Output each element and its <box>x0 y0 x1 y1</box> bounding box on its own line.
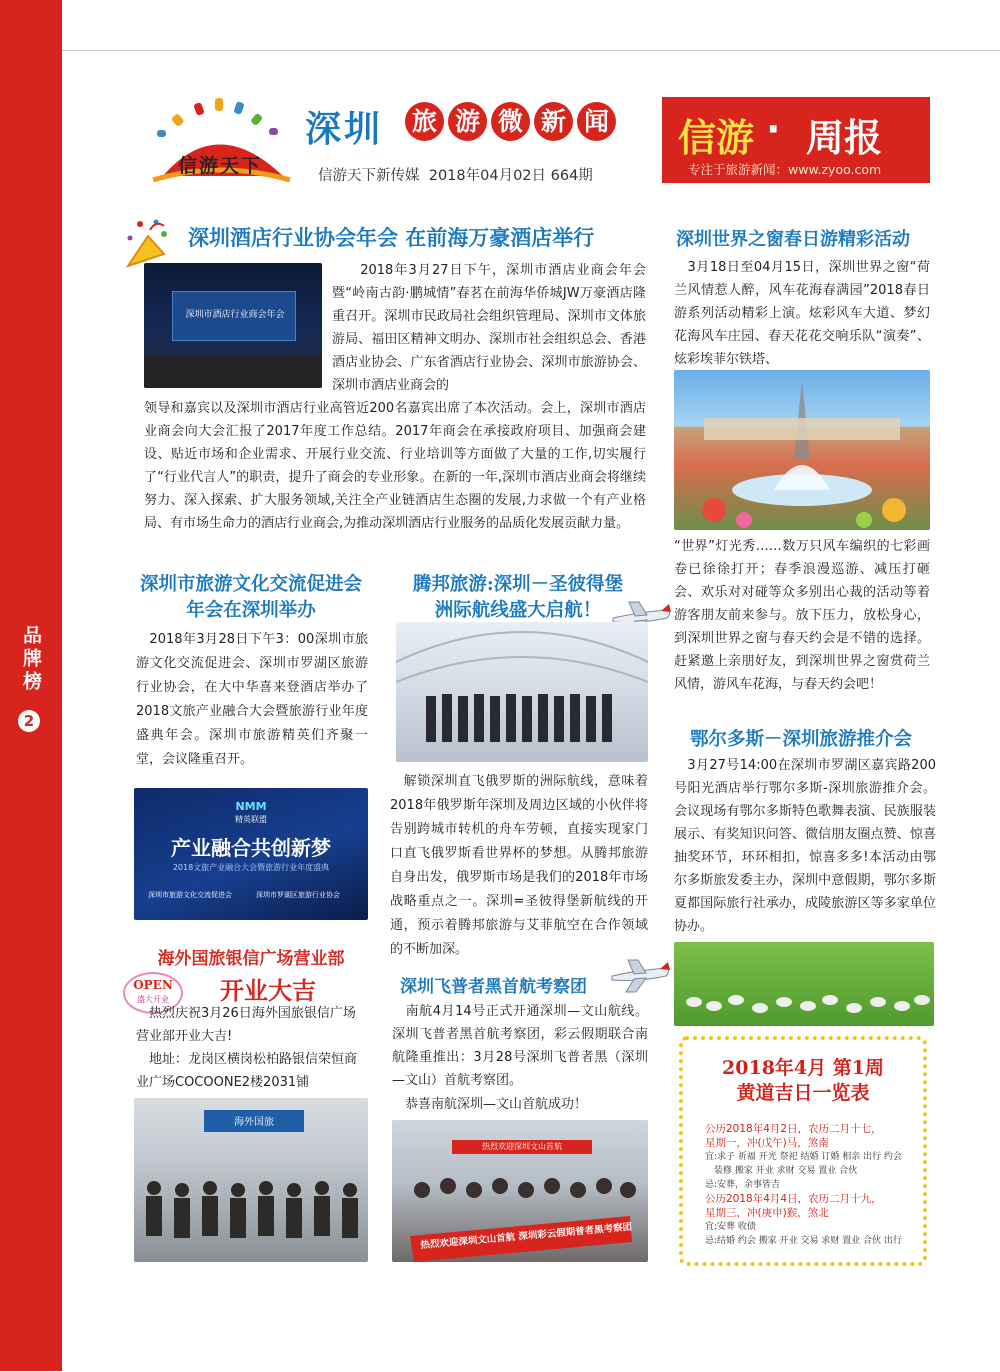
article6-photo <box>134 1098 368 1262</box>
open-badge-sub: 盛大开业 <box>137 995 169 1004</box>
airplane-icon <box>608 958 672 994</box>
title-char: 新 <box>534 102 573 141</box>
group-banner-text: 热烈欢迎深圳文山首航 深圳彩云假期普者黑考察团 <box>420 1221 633 1252</box>
day1-line1: 公历2018年4月2日，农历二月十七， <box>705 1123 882 1135</box>
almanac-box <box>679 1036 927 1266</box>
article4-title-line1: 腾邦旅游:深圳－圣彼得堡 <box>412 574 624 595</box>
fountain-scene-icon <box>674 370 930 530</box>
day1-ji: 忌:安葬，余事皆吉 <box>705 1180 781 1190</box>
banner-org2: 深圳市罗湖区旅游行业协会 <box>256 891 340 899</box>
article5-title: 鄂尔多斯－深圳旅游推介会 <box>690 729 913 750</box>
title-char: 游 <box>448 102 487 141</box>
brand-box <box>662 97 930 183</box>
article6-title-line1: 海外国旅银信广场营业部 <box>157 949 345 969</box>
day1-line2: 星期一，冲(戊午)马，煞南 <box>705 1137 829 1149</box>
article3-para: 2018年3月28日下午3：00深圳市旅游文化交流促进会、深圳市罗湖区旅游行业协会，在大中华喜来登酒店举办了2018文旅产业融合大会暨旅游行业年度盛典年会。深圳市旅游精英们齐聚一堂，会议隆重召开。 <box>136 632 368 767</box>
article7-para-a: 南航4月14号正式开通深圳—文山航线。深圳飞普者黑首航考察团，彩云假期联合南航隆重推出：3月28号深圳飞普者黑（深圳—文山）首航考察团。 <box>392 1004 648 1088</box>
crowd-icon <box>134 1168 368 1262</box>
article2-para-a: 3月18日至04月15日，深圳世界之窗“荷兰风情惹人醉，风车花海春满园”2018春日游系列活动精彩上演。炫彩风车大道、梦幻花海风车庄园、春天花花交响乐队“演奏”、炫彩埃菲尔铁塔、 <box>674 260 930 367</box>
banner-logo: NMM <box>235 800 267 813</box>
group-photo-icon <box>396 622 648 762</box>
article5-para: 3月27号14:00在深圳市罗湖区嘉宾路200号阳光酒店举行鄂尔多斯-深圳旅游推介会。会议现场有鄂尔多斯特色歌舞表演、民族服装展示、有奖知识问答、微信朋友圈点赞、惊喜抽奖环节，环环相扣，惊喜多多!本活动由鄂尔多斯旅发委主办，深圳中意假期，鄂尔多斯夏都国际旅行社承办，成陵旅游区等多家单位协办。 <box>674 758 936 934</box>
page-number-badge: 2 <box>18 710 40 732</box>
article6-para-b: 地址：龙岗区横岗松柏路银信荣恒商业广场COCOONE2楼2031铺 <box>136 1052 358 1090</box>
brand-right: 周报 <box>806 116 883 160</box>
article2-photo <box>674 370 930 530</box>
day1-yi: 宜:求子 祈福 开光 祭祀 结婚 订婚 相亲 出行 约会 <box>705 1152 902 1162</box>
banner-main: 产业融合共创新梦 <box>171 836 331 860</box>
day2-yi: 宜:安葬 收债 <box>705 1222 756 1232</box>
title-char: 闻 <box>577 102 616 141</box>
brand-dot: · <box>766 107 781 151</box>
article1-photo <box>144 263 322 388</box>
brand-left: 信游 <box>678 115 755 160</box>
article6-title-line2: 开业大吉 <box>220 976 316 1005</box>
article3-banner <box>134 788 368 920</box>
logo-text: 信游天下 <box>177 155 262 177</box>
store-sign-text: 海外国旅 <box>234 1117 274 1128</box>
article3-title-line2: 年会在深圳举办 <box>186 600 316 621</box>
article1-para-b: 领导和嘉宾以及深圳市酒店行业高管近200名嘉宾出席了本次活动。会上，深圳市酒店业商会向大会汇报了2017年度工作总结。2017年商会在承接政府项目、加强商会建设、贴近市场和企业需求、开展行业交流、行业培训等方面做了大量的工作,切实履行了“行业代言人”的职责，提升了商会的专业形象。在新的一年,深圳市酒店业商会将继续努力、深入探索、扩大服务领域,关注全产业链酒店生态圈的发展,力求做一个有产业格局、有市场生命力的酒店行业商会,为推动深圳酒店行业服务的品质化发展贡献力量。 <box>144 401 646 531</box>
banner-sub: 精英联盟 <box>235 815 267 824</box>
article2-title: 深圳世界之窗春日游精彩活动 <box>676 229 910 250</box>
article5-photo <box>674 942 934 1026</box>
almanac-title-line1: 2018年4月 第1周 <box>722 1057 884 1079</box>
article4-title-line2: 洲际航线盛大启航！ <box>434 600 602 621</box>
day2-line1: 公历2018年4月4日，农历二月十九， <box>705 1193 882 1205</box>
sheep-grassland-icon <box>674 942 934 1026</box>
audience <box>144 355 322 388</box>
arrival-banner-top-text: 热烈欢迎深圳文山首航 <box>482 1142 562 1151</box>
section-label-text: 品牌榜 <box>20 625 42 694</box>
article4-photo <box>396 622 648 762</box>
day2-line2: 星期三，冲(庚申)猴，煞北 <box>705 1207 829 1219</box>
almanac-title <box>683 1056 923 1106</box>
header-title-blue: 深圳 <box>305 108 384 150</box>
banner-small: 2018文旅产业融合大会暨旅游行业年度盛典 <box>172 863 330 872</box>
open-badge-text: OPEN <box>133 978 173 992</box>
title-char: 微 <box>491 102 530 141</box>
article6-para-a: 热烈庆祝3月26日海外国旅银信广场营业部开业大吉! <box>136 1006 356 1044</box>
screen-caption: 深圳市酒店行业商会年会 <box>185 310 285 320</box>
brand-sub: 专注于旅游新闻：www.zyoo.com <box>688 162 882 177</box>
day2-ji: 忌:结婚 约会 搬家 开业 交易 求财 置业 合伙 出行 <box>705 1236 902 1246</box>
banner-org1: 深圳市旅游文化交流促进会 <box>148 891 232 899</box>
header-circle-title <box>405 102 620 146</box>
almanac-title-line2: 黄道吉日一览表 <box>736 1082 870 1104</box>
article3-title <box>134 572 368 624</box>
article7-title: 深圳飞普者黑首航考察团 <box>400 977 587 997</box>
article7-photo <box>392 1120 648 1262</box>
publisher-line: 信游天下新传媒 2018年04月02日 664期 <box>318 168 593 184</box>
article4-para: 解锁深圳直飞俄罗斯的洲际航线，意味着2018年俄罗斯年深圳及周边区域的小伙伴将告别跨城市转机的舟车劳顿，直接实现家门口直飞俄罗斯看世界杯的梦想。从腾邦旅游自身出发，俄罗斯市场是我们的2018年市场战略重点之一。深圳=圣彼得堡新航线的开通，预示着腾邦旅游与艾菲航空在合作领域的不断加深。 <box>390 774 648 957</box>
logo <box>135 98 300 186</box>
article7-para-b: 恭喜南航深圳—文山首航成功！ <box>392 1097 588 1112</box>
article1-para-a: 2018年3月27日下午，深圳市酒店业商会年会暨“岭南古韵·鹏城情”春茗在前海华侨城JW万豪酒店隆重召开。深圳市民政局社会组织管理局、深圳市文体旅游局、福田区精神文明办、深圳市社会组织总会、香港酒店业协会、广东省酒店行业协会、深圳市旅游协会、深圳市酒店业商会的 <box>332 263 646 393</box>
day1-yi-2: 装修 搬家 开业 求财 交易 置业 合伙 <box>705 1166 858 1176</box>
article3-title-line1: 深圳市旅游文化交流促进会 <box>139 574 362 595</box>
article2-para-b: “世界”灯光秀……数万只风车编织的七彩画卷已徐徐打开；春季浪漫巡游、减压打砸会、欢乐对对碰等众多别出心裁的活动等着游客朋友前来参与。放下压力，放松身心，到深圳世界之窗与春天约会是不错的选择。赶紧邀上亲朋好友，到深圳世界之窗赏荷兰风情，游风车花海，与春天约会吧！ <box>674 539 930 692</box>
article1-title: 深圳酒店行业协会年会 在前海万豪酒店举行 <box>188 225 595 250</box>
section-label <box>0 625 62 694</box>
title-char: 旅 <box>405 102 444 141</box>
almanac-entries <box>705 1122 917 1248</box>
